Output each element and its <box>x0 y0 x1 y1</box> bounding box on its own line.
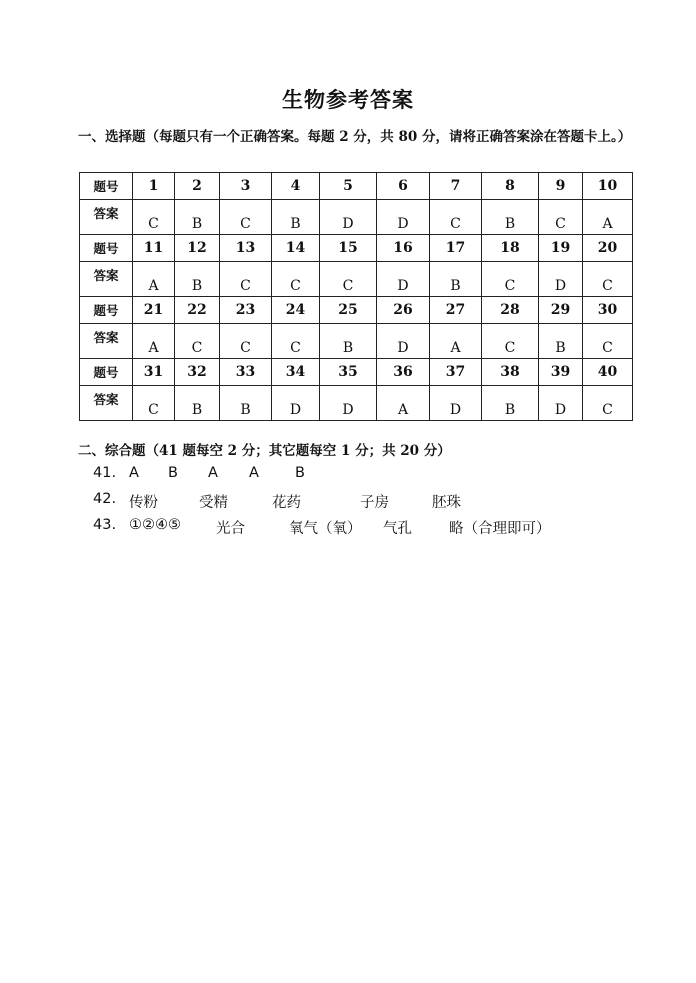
section1-heading: 一、选择题（每题只有一个正确答案。每题 2 分，共 80 分，请将正确答案涂在答题卡上。） <box>78 129 632 145</box>
question-number-cell: 18 <box>482 235 539 262</box>
q42-answer: 受精 <box>199 495 228 511</box>
q43-answer: 氧气（氧） <box>289 521 362 537</box>
question-number-cell: 40 <box>583 359 633 386</box>
question-number-cell: 22 <box>175 297 220 324</box>
answer-cell: A <box>133 324 175 359</box>
q42-number: 42. <box>93 491 117 507</box>
question-number-cell: 21 <box>133 297 175 324</box>
answer-cell: B <box>272 200 320 235</box>
answer-cell: B <box>175 262 220 297</box>
answer-cell: C <box>220 324 272 359</box>
question-number-cell: 4 <box>272 173 320 200</box>
question-number-cell: 31 <box>133 359 175 386</box>
question-number-cell: 6 <box>377 173 430 200</box>
question-number-cell: 38 <box>482 359 539 386</box>
answer-cell: D <box>377 262 430 297</box>
question-number-cell: 11 <box>133 235 175 262</box>
answer-cell: C <box>133 386 175 421</box>
question-number-row <box>80 235 633 262</box>
section2-heading: 二、综合题（41 题每空 2 分；其它题每空 1 分；共 20 分） <box>78 443 451 459</box>
question-number-cell: 17 <box>430 235 482 262</box>
answer-cell: B <box>175 386 220 421</box>
q42-answer: 花药 <box>272 495 301 511</box>
answer-cell: D <box>377 200 430 235</box>
answer-cell: A <box>583 200 633 235</box>
answer-cell: A <box>430 324 482 359</box>
answer-cell: D <box>539 386 583 421</box>
q43-answer: 气孔 <box>383 521 412 537</box>
answer-cell: C <box>272 324 320 359</box>
row-label: 答案 <box>80 324 133 359</box>
row-label: 答案 <box>80 200 133 235</box>
question-number-cell: 28 <box>482 297 539 324</box>
question-number-cell: 24 <box>272 297 320 324</box>
question-number-cell: 23 <box>220 297 272 324</box>
question-number-cell: 32 <box>175 359 220 386</box>
q42-answer: 胚珠 <box>432 495 461 511</box>
q43-number: 43. <box>93 517 117 533</box>
answer-cell: C <box>175 324 220 359</box>
answer-cell: C <box>539 200 583 235</box>
answer-row <box>80 324 633 359</box>
q42-answer: 子房 <box>360 495 389 511</box>
row-label: 答案 <box>80 262 133 297</box>
answer-cell: B <box>175 200 220 235</box>
answer-cell: D <box>320 200 377 235</box>
answer-cell: B <box>482 200 539 235</box>
answer-cell: D <box>377 324 430 359</box>
answer-cell: C <box>220 262 272 297</box>
question-number-cell: 16 <box>377 235 430 262</box>
row-label: 题号 <box>80 359 133 386</box>
answer-cell: C <box>482 324 539 359</box>
answer-cell: B <box>220 386 272 421</box>
q41-answer: B <box>168 465 178 481</box>
question-number-cell: 2 <box>175 173 220 200</box>
question-number-cell: 5 <box>320 173 377 200</box>
row-label: 答案 <box>80 386 133 421</box>
question-number-cell: 20 <box>583 235 633 262</box>
question-number-cell: 1 <box>133 173 175 200</box>
q41-answer: B <box>295 465 305 481</box>
q41-number: 41. <box>93 465 117 481</box>
question-number-cell: 14 <box>272 235 320 262</box>
question-number-cell: 19 <box>539 235 583 262</box>
question-number-cell: 25 <box>320 297 377 324</box>
question-number-cell: 36 <box>377 359 430 386</box>
answer-cell: C <box>320 262 377 297</box>
question-number-cell: 27 <box>430 297 482 324</box>
question-number-cell: 30 <box>583 297 633 324</box>
question-number-cell: 13 <box>220 235 272 262</box>
question-number-row <box>80 297 633 324</box>
question-number-cell: 12 <box>175 235 220 262</box>
question-number-cell: 7 <box>430 173 482 200</box>
answer-cell: D <box>272 386 320 421</box>
answer-row <box>80 386 633 421</box>
question-number-cell: 33 <box>220 359 272 386</box>
question-number-cell: 15 <box>320 235 377 262</box>
q42-answer: 传粉 <box>129 495 158 511</box>
question-number-cell: 37 <box>430 359 482 386</box>
question-number-cell: 34 <box>272 359 320 386</box>
answer-cell: C <box>583 386 633 421</box>
answer-cell: C <box>272 262 320 297</box>
answer-cell: D <box>320 386 377 421</box>
question-number-cell: 39 <box>539 359 583 386</box>
answer-row <box>80 200 633 235</box>
q43-answer: 略（合理即可） <box>449 521 551 537</box>
q41-answer: A <box>208 465 218 481</box>
answer-cell: D <box>539 262 583 297</box>
answer-cell: A <box>133 262 175 297</box>
question-number-cell: 35 <box>320 359 377 386</box>
page-title: 生物参考答案 <box>282 87 414 112</box>
q43-answer: 光合 <box>216 521 245 537</box>
answer-table <box>79 172 633 421</box>
row-label: 题号 <box>80 173 133 200</box>
answer-cell: C <box>583 324 633 359</box>
question-number-cell: 29 <box>539 297 583 324</box>
row-label: 题号 <box>80 297 133 324</box>
question-number-cell: 9 <box>539 173 583 200</box>
question-number-row <box>80 173 633 200</box>
question-number-row <box>80 359 633 386</box>
answer-row <box>80 262 633 297</box>
answer-cell: A <box>377 386 430 421</box>
question-number-cell: 10 <box>583 173 633 200</box>
answer-cell: C <box>220 200 272 235</box>
question-number-cell: 3 <box>220 173 272 200</box>
answer-cell: B <box>539 324 583 359</box>
row-label: 题号 <box>80 235 133 262</box>
question-number-cell: 8 <box>482 173 539 200</box>
q41-answer: A <box>249 465 259 481</box>
q43-answer: ①②④⑤ <box>129 517 181 533</box>
question-number-cell: 26 <box>377 297 430 324</box>
q41-answer: A <box>129 465 139 481</box>
answer-cell: C <box>133 200 175 235</box>
answer-cell: C <box>430 200 482 235</box>
answer-cell: B <box>482 386 539 421</box>
answer-cell: B <box>430 262 482 297</box>
answer-cell: D <box>430 386 482 421</box>
answer-cell: C <box>482 262 539 297</box>
answer-cell: B <box>320 324 377 359</box>
answer-cell: C <box>583 262 633 297</box>
